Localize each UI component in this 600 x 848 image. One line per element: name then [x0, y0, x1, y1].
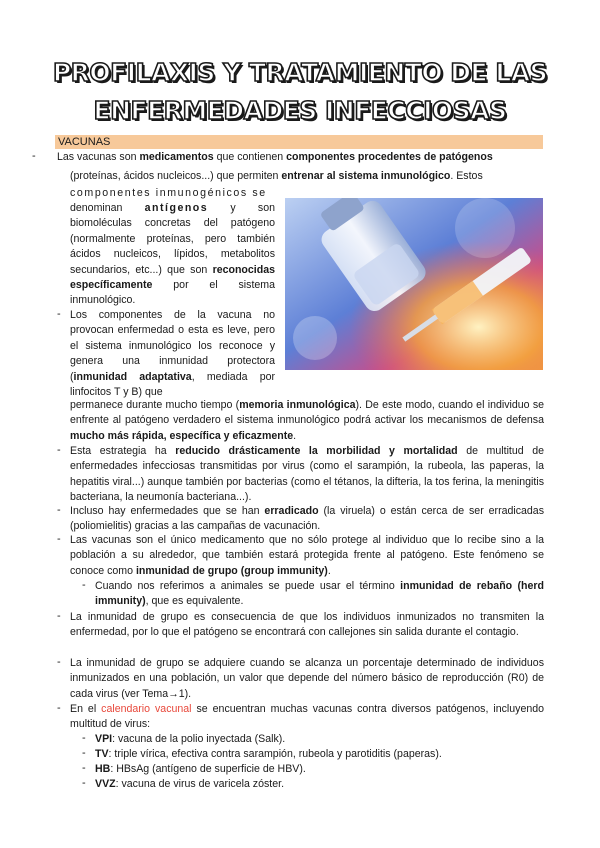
vaccine-item-vpi: VPI: vacuna de la polio inyectada (Salk). [95, 733, 286, 745]
paragraph-calendar: En el calendario vacunal se encuentran muchas vacunas contra diversos patógenos, incluyendo multitud de virus: [70, 703, 545, 731]
bullet: - [57, 610, 61, 622]
vaccine-item-vvz: VVZ: vacuna de virus de varicela zóster. [95, 778, 285, 790]
bullet: - [57, 504, 61, 516]
bullet: - [57, 308, 61, 320]
vaccine-item-hb: HB: HBsAg (antígeno de superficie de HBV). [95, 763, 306, 775]
sub-bullet: - [82, 732, 86, 744]
paragraph-memory: permanece durante mucho tiempo (memoria inmunológica). De este modo, cuando el individuo se enfrente al patógeno verdadero el sistema inmunológico podrá activar los mecanismos de defensa mucho más rápida, específica y eficazmente. [70, 399, 545, 442]
bullet: - [57, 444, 61, 456]
sub-bullet: - [82, 762, 86, 774]
sub-bullet: - [82, 579, 86, 591]
paragraph-r0: La inmunidad de grupo se adquiere cuando se alcanza un porcentaje determinado de individuos inmunizados en una población, un valor que depende del número básico de reproducción (R0) de cada virus (ver Tema→1). [70, 657, 544, 700]
page-title-line-2: ENFERMEDADES INFECCIOSAS [93, 96, 507, 125]
paragraph-eradicated: Incluso hay enfermedades que se han erradicado (la viruela) o están cerca de ser erradicadas (poliomielitis) gracias a las campañas de vacunación. [70, 505, 544, 533]
calendario-vacunal-link: calendario vacunal [101, 703, 192, 715]
paragraph-strategy: Esta estrategia ha reducido drásticamente la morbilidad y mortalidad de multitud de enfermedades infecciosas transmitidas por virus (como el sarampión, la rubeola, las paperas, la hepatitis viral...) aunque también por bacterias (como el tétanos, la difteria, la tos ferina, la meningitis bacteriana, la neumonía bacteriana...). [70, 445, 544, 504]
bullet: - [57, 702, 61, 714]
bullet: - [57, 656, 61, 668]
bullet: - [32, 150, 36, 162]
paragraph-intro-2: (proteínas, ácidos nucleicos...) que permiten entrenar al sistema inmunológico. Estos [70, 170, 483, 182]
vaccine-item-tv: TV: triple vírica, efectiva contra sarampión, rubeola y parotiditis (paperas). [95, 748, 442, 760]
vaccine-syringe-photo [285, 198, 543, 370]
paragraph-herd-immunity: Cuando nos referimos a animales se puede usar el término inmunidad de rebaño (herd immunity), que es equivalente. [95, 580, 544, 608]
page-title-line-1: PROFILAXIS Y TRATAMIENTO DE LAS [52, 58, 548, 87]
paragraph-components: Los componentes de la vacuna no provocan enfermedad o esta es leve, pero el sistema inmunológico los reconoce y genera una inmunidad protectora (inmunidad adaptativa, mediada por linfocitos T y B) que [70, 309, 276, 399]
paragraph-transmission: La inmunidad de grupo es consecuencia de que los individuos inmunizados no transmiten la enfermedad, por lo que el patógeno se encontrará con callejones sin salida durante el contagio. [70, 611, 544, 639]
bullet: - [57, 533, 61, 545]
paragraph-intro: Las vacunas son medicamentos que contienen componentes procedentes de patógenos [57, 151, 493, 163]
paragraph-intro-3: componentes inmunogénicos se [70, 187, 267, 199]
section-header-vacunas: VACUNAS [55, 135, 543, 149]
sub-bullet: - [82, 777, 86, 789]
paragraph-antigens: denominan antígenos y son biomoléculas concretas del patógeno (normalmente proteínas, pero también ácidos nucleicos, lípidos, metabolitos secundarios, etc...) que son reconocidas específicamente por el sistema inmunológico. [70, 202, 275, 307]
sub-bullet: - [82, 747, 86, 759]
paragraph-group-immunity: Las vacunas son el único medicamento que no sólo protege al individuo que lo recibe sino a la población a su alrededor, que también estará protegida frente al patógeno. Este fenómeno se conoce como inmunidad de grupo (group immunity). [70, 534, 544, 577]
